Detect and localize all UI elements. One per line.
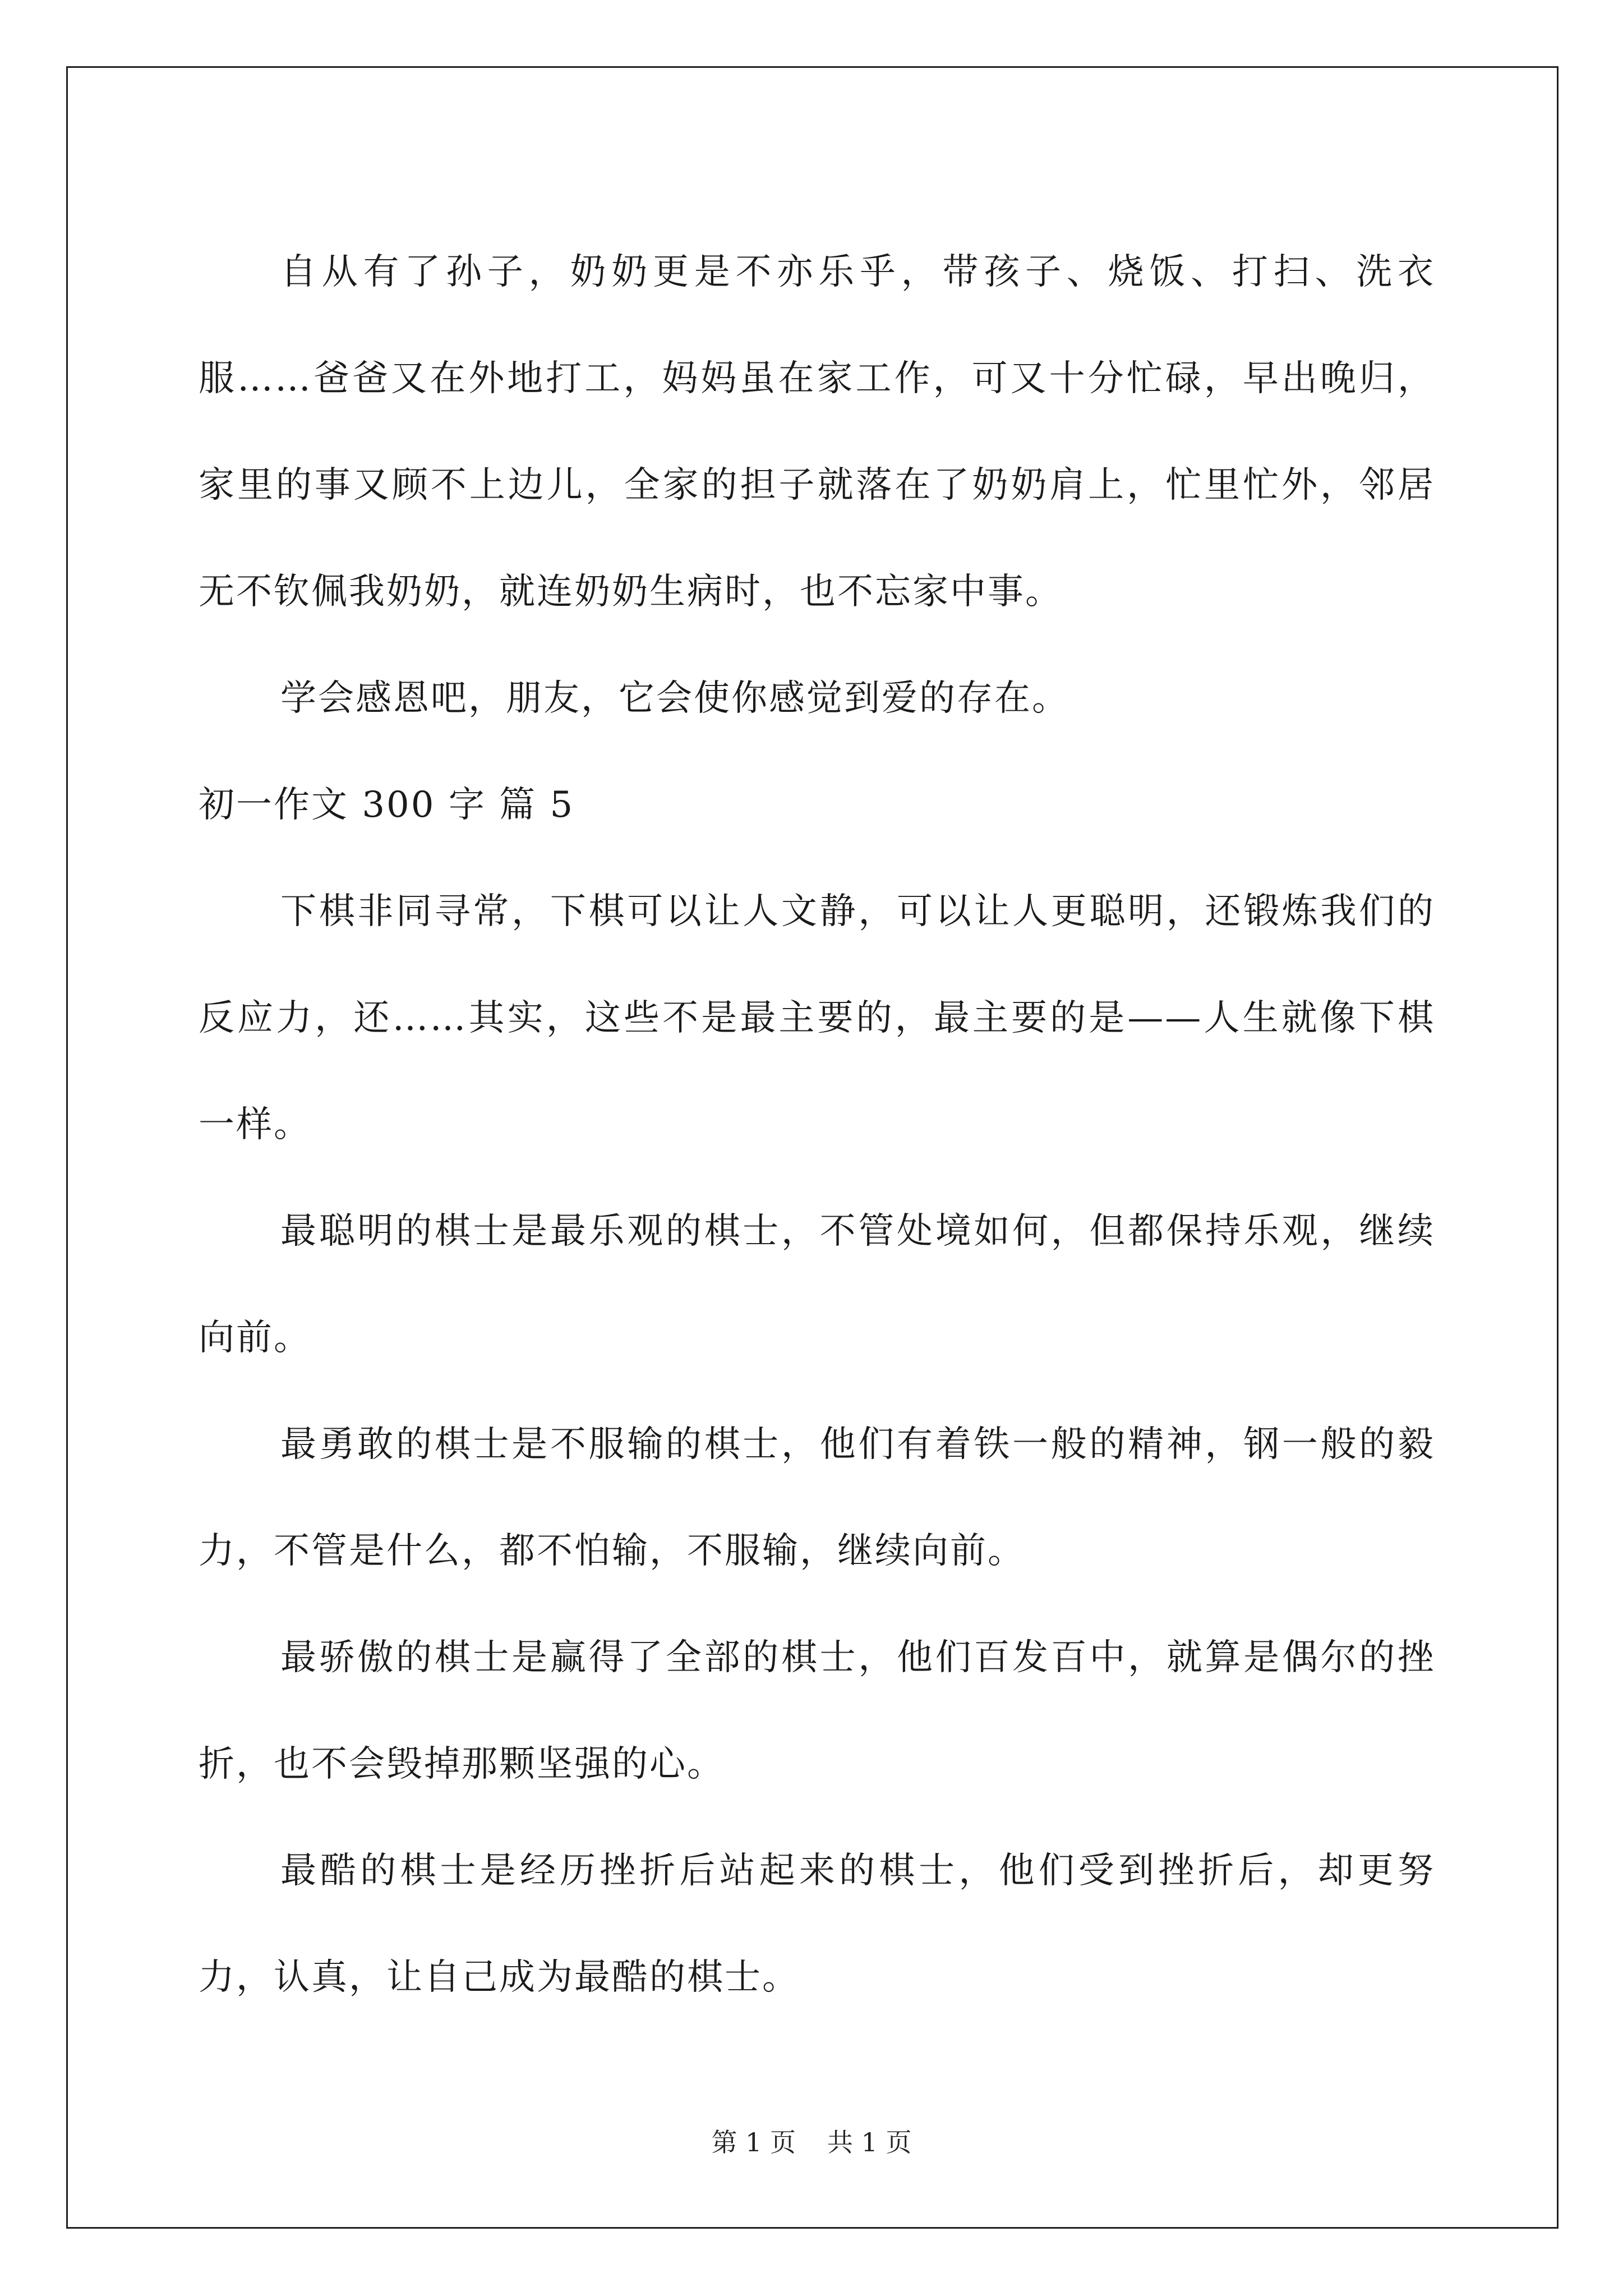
paragraph-coolest-player: 最酷的棋士是经历挫折后站起来的棋士，他们受到挫折后，却更努力，认真，让自己成为最酷的棋士。 (199, 1850, 1435, 1998)
section-heading: 初一作文 300 字 篇 5 (199, 784, 575, 826)
paragraph-grandma-chores: 自从有了孙子，奶奶更是不亦乐乎，带孩子、烧饭、打扫、洗衣服……爸爸又在外地打工，妈妈虽在家工作，可又十分忙碌，早出晚归，家里的事又顾不上边儿，全家的担子就落在了奶奶肩上，忙里忙外，邻居无不钦佩我奶奶，就连奶奶生病时，也不忘家中事。 (199, 251, 1435, 613)
page-footer (0, 2122, 1623, 2159)
page-number: 第 1 页 (711, 2127, 796, 2157)
document-body (199, 219, 1435, 2031)
paragraph-gratitude: 学会感恩吧，朋友，它会使你感觉到爱的存在。 (280, 678, 1069, 719)
paragraph-chess-intro: 下棋非同寻常，下棋可以让人文静，可以让人更聪明，还锻炼我们的反应力，还……其实，这些不是最主要的，最主要的是——人生就像下棋一样。 (199, 891, 1435, 1145)
paragraph-smartest-player: 最聪明的棋士是最乐观的棋士，不管处境如何，但都保持乐观，继续向前。 (199, 1211, 1435, 1359)
paragraph-bravest-player: 最勇敢的棋士是不服输的棋士，他们有着铁一般的精神，钢一般的毅力，不管是什么，都不怕输，不服输，继续向前。 (199, 1424, 1435, 1572)
page-count: 共 1 页 (827, 2127, 912, 2157)
paragraph-proudest-player: 最骄傲的棋士是赢得了全部的棋士，他们百发百中，就算是偶尔的挫折，也不会毁掉那颗坚强的心。 (199, 1637, 1435, 1785)
